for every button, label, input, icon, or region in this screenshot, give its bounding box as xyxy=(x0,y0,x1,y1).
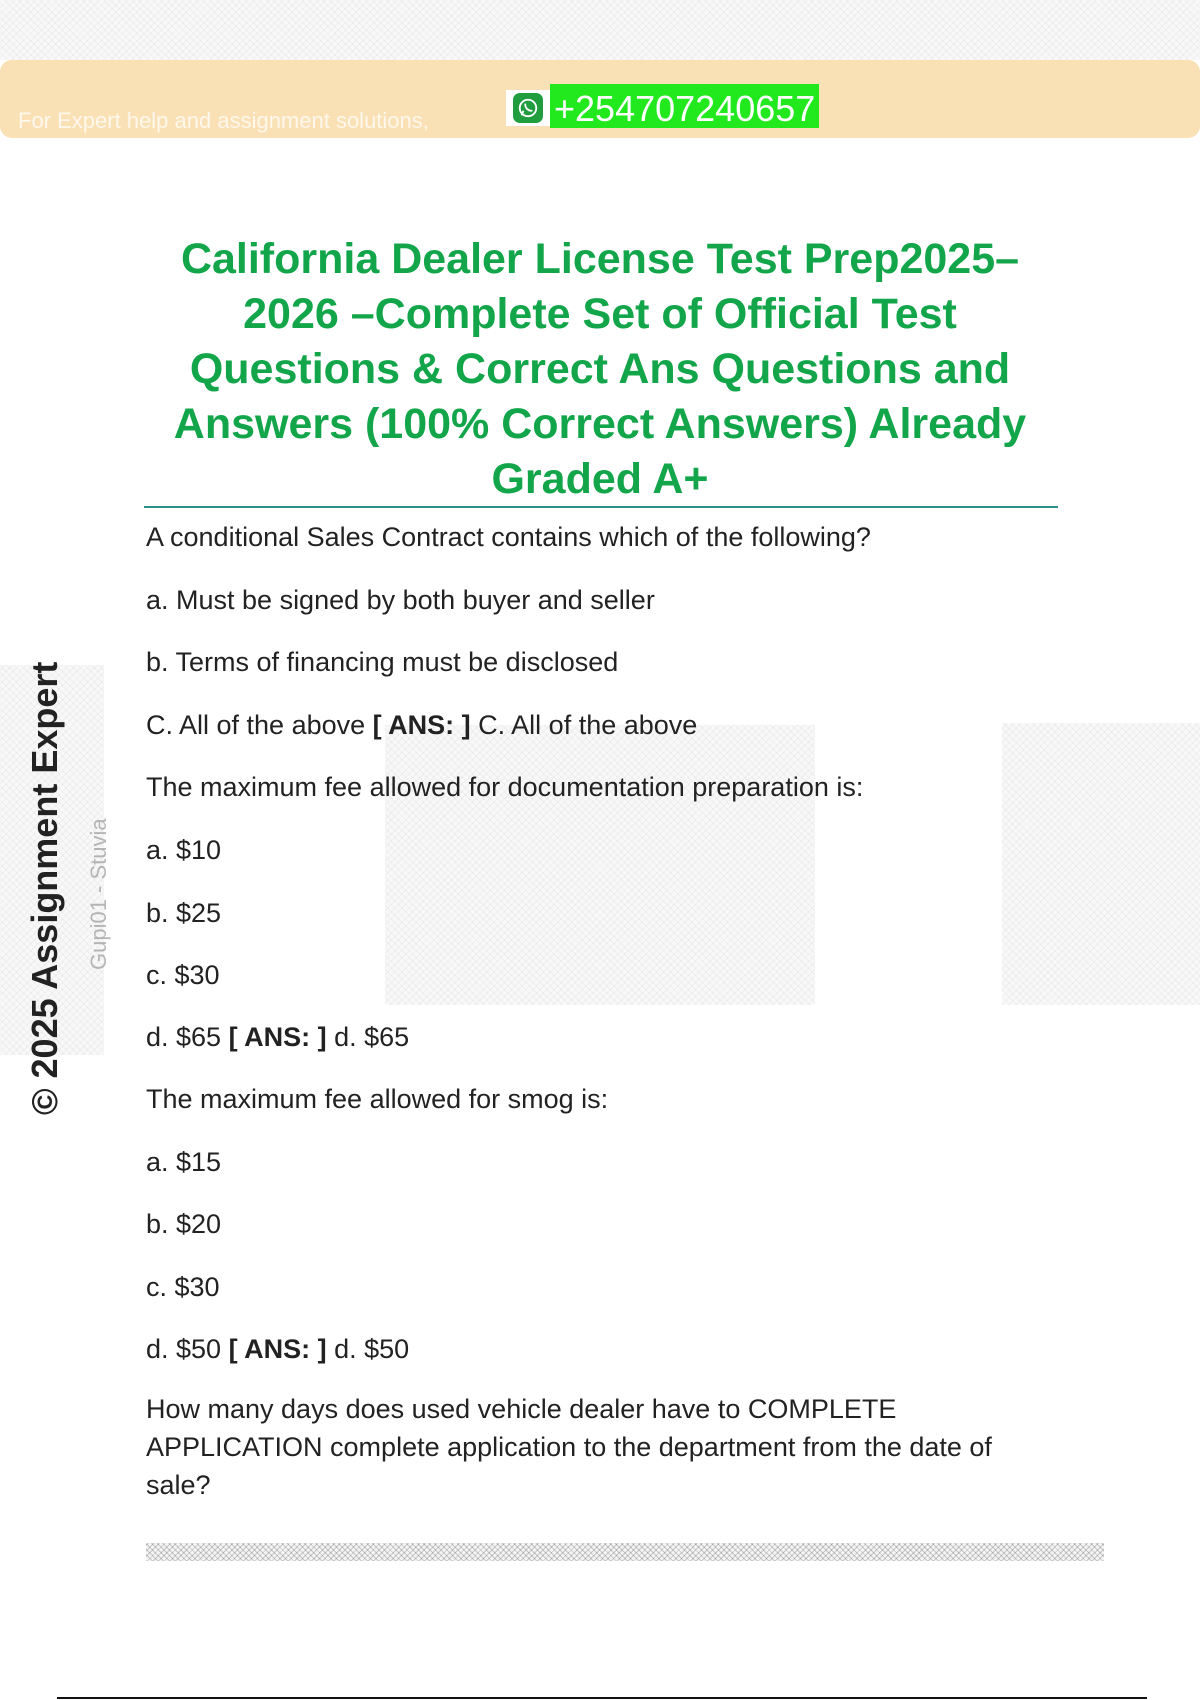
answer-marker: [ ANS: ] xyxy=(228,1022,327,1052)
option-text: C. All of the above xyxy=(146,710,366,740)
question-2-option-c: c. $30 xyxy=(146,960,220,990)
answer-text: C. All of the above xyxy=(478,710,698,740)
answer-marker: [ ANS: ] xyxy=(228,1334,327,1364)
banner-text: For Expert help and assignment solutions, xyxy=(18,108,429,133)
answer-marker: [ ANS: ] xyxy=(372,710,471,740)
whatsapp-icon xyxy=(513,93,543,123)
option-text: d. $50 xyxy=(146,1334,222,1364)
center-watermark-texture xyxy=(385,725,815,1005)
copyright-side-label: © 2025 Assignment Expert xyxy=(24,661,65,1115)
document-title: California Dealer License Test Prep2025–2026 –Complete Set of Official Test Questions & Correct Ans Questions and Answers (100% Correct Answers) Already Graded A+ xyxy=(173,235,1027,503)
title-divider xyxy=(144,506,1058,508)
question-1-option-a: a. Must be signed by both buyer and seller xyxy=(146,585,655,615)
question-1-text: A conditional Sales Contract contains which of the following? xyxy=(146,522,871,552)
question-3-option-c: c. $30 xyxy=(146,1272,220,1302)
question-2-option-b: b. $25 xyxy=(146,898,222,928)
question-3-text: The maximum fee allowed for smog is: xyxy=(146,1084,609,1114)
phone-number[interactable]: +254707240657 xyxy=(550,84,819,128)
question-4-text: How many days does used vehicle dealer have to COMPLETE APPLICATION complete application to the department from the date of sale? xyxy=(146,1394,992,1500)
answer-text: d. $50 xyxy=(334,1334,410,1364)
right-watermark-texture xyxy=(1002,723,1200,1005)
question-2-option-d-with-answer xyxy=(146,1018,409,1056)
answer-text: d. $65 xyxy=(334,1022,410,1052)
question-3-option-d-with-answer xyxy=(146,1330,409,1368)
question-3-option-b: b. $20 xyxy=(146,1209,222,1239)
faint-watermark-text: Gupi01 - Stuvia xyxy=(86,818,111,970)
question-3-option-a: a. $15 xyxy=(146,1147,222,1177)
question-2-option-a: a. $10 xyxy=(146,835,222,865)
top-watermark-texture xyxy=(0,0,1200,60)
question-1-option-b: b. Terms of financing must be disclosed xyxy=(146,647,619,677)
page-bottom-rule xyxy=(57,1697,1147,1699)
question-1-option-c-with-answer xyxy=(146,706,697,744)
footer-watermark-strip xyxy=(146,1543,1104,1561)
option-text: d. $65 xyxy=(146,1022,222,1052)
question-2-text: The maximum fee allowed for documentation preparation is: xyxy=(146,772,864,802)
whatsapp-badge[interactable] xyxy=(506,90,550,126)
